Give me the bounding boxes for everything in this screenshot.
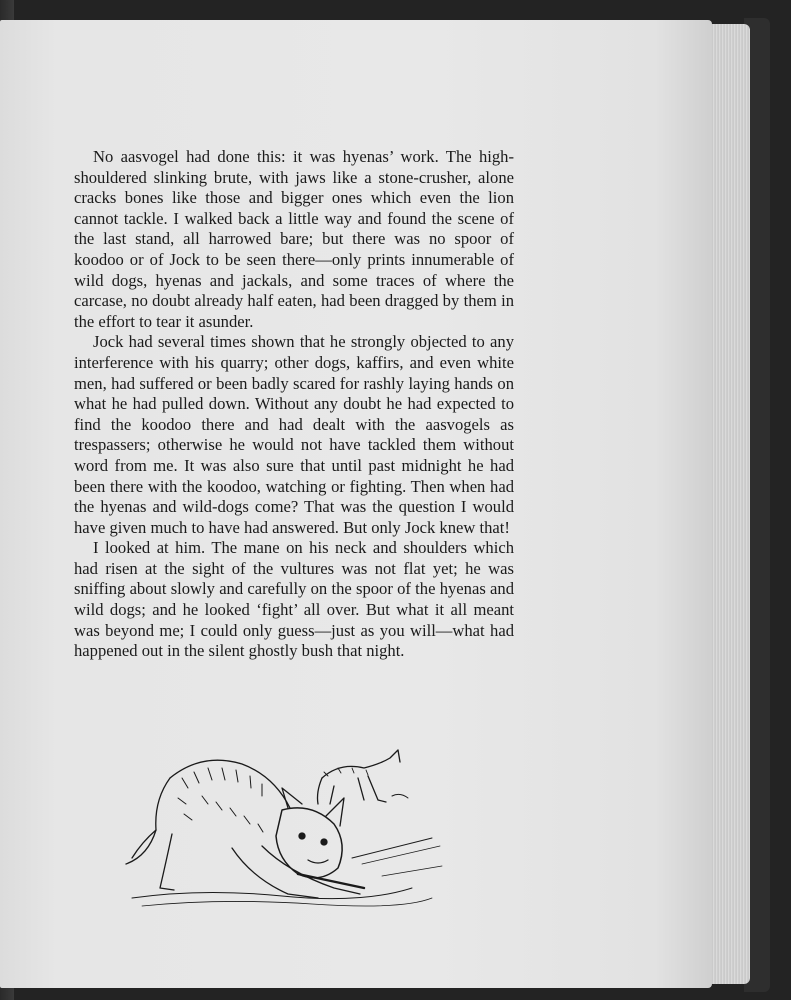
dog-and-hyena-engraving-icon [112, 738, 452, 918]
paragraph-3: I looked at him. The mane on his neck and shoulders which had risen at the sight of the vultures was not flat yet; he was sniffing about slowly and carefully on the spoor of the hyenas and wild dogs; and he looked ‘fight’ all over. But what it all meant was beyond me; I could only guess—just as you will—what had happened out in the silent ghostly bush that night. [74, 538, 514, 661]
body-text [74, 147, 514, 662]
paragraph-1: No aasvogel had done this: it was hyenas’ work. The high-shouldered slinking brute, with jaws like a stone-crusher, alone cracks bones like those and bigger ones which even the lion cannot tackle. I walked back a little way and found the scene of the last stand, all harrowed bare; but there was no spoor of koodoo or of Jock to be seen there—only prints innumerable of wild dogs, hyenas and jackals, and some traces of where the carcase, no doubt already half eaten, had been dragged by them in the effort to tear it asunder. [74, 147, 514, 331]
paragraph-2: Jock had several times shown that he strongly objected to any interference with his quarry; other dogs, kaffirs, and even white men, had suffered or been badly scared for rashly laying hands on what he had pulled down. Without any doubt he had expected to find the koodoo there and had dealt with the aasvogels as trespassers; otherwise he would not have tackled them without word from me. It was also sure that until past midnight he had been there with the koodoo, watching or fighting. Then when had the hyenas and wild-dogs come? That was the question I would have given much to have had answered. But only Jock knew that! [74, 332, 514, 537]
